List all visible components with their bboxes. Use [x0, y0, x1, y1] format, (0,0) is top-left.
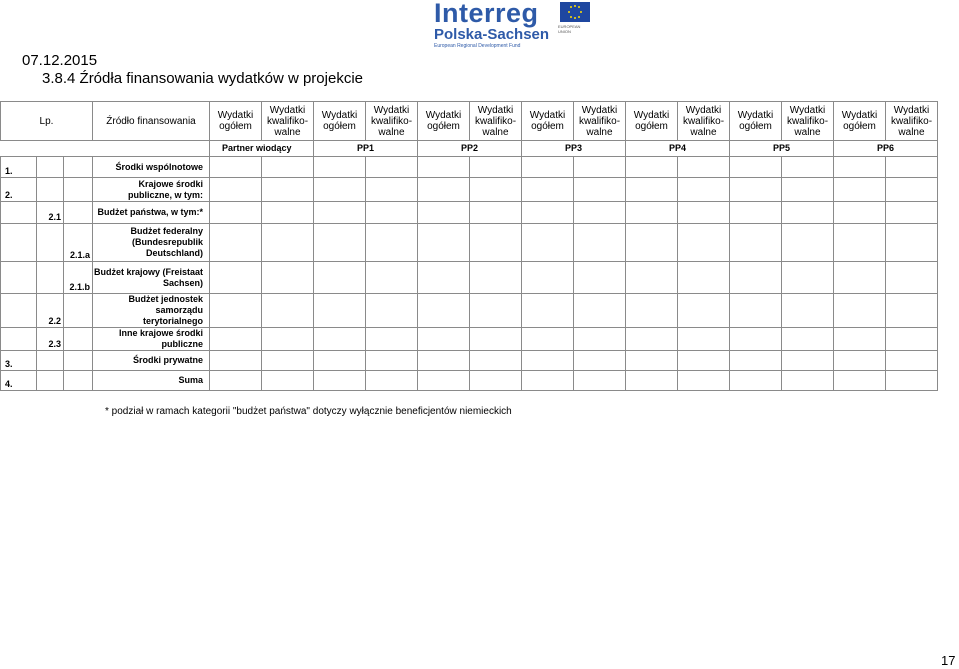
- amount-cell[interactable]: [210, 351, 262, 371]
- row-label: Budżet federalny (Bundesrepublik Deutschland): [93, 224, 210, 262]
- amount-cell[interactable]: [886, 224, 938, 262]
- amount-cell[interactable]: [574, 202, 626, 224]
- amount-cell[interactable]: [366, 224, 418, 262]
- row-subsubnumber: [64, 328, 93, 351]
- source-header: Źródło finansowania: [93, 102, 210, 141]
- amount-cell[interactable]: [574, 157, 626, 178]
- amount-cell[interactable]: [314, 202, 366, 224]
- amount-cell[interactable]: [366, 262, 418, 294]
- row-subnumber: [37, 224, 64, 262]
- amount-cell[interactable]: [522, 202, 574, 224]
- amount-cell[interactable]: [210, 294, 262, 328]
- amount-cell[interactable]: [470, 262, 522, 294]
- col-eligible: Wydatki kwalifiko-walne: [262, 102, 314, 141]
- row-label: Inne krajowe środki publiczne: [93, 328, 210, 351]
- lp-header: Lp.: [1, 102, 93, 141]
- amount-cell[interactable]: [262, 178, 314, 202]
- amount-cell[interactable]: [366, 328, 418, 351]
- amount-cell[interactable]: [626, 294, 678, 328]
- row-subsubnumber: [64, 371, 93, 391]
- amount-cell[interactable]: [522, 157, 574, 178]
- amount-cell[interactable]: [626, 351, 678, 371]
- amount-cell[interactable]: [678, 328, 730, 351]
- amount-cell[interactable]: [418, 328, 470, 351]
- amount-cell[interactable]: [314, 371, 366, 391]
- amount-cell[interactable]: [418, 262, 470, 294]
- row-label: Środki wspólnotowe: [93, 157, 210, 178]
- amount-cell[interactable]: [522, 262, 574, 294]
- amount-cell[interactable]: [678, 294, 730, 328]
- amount-cell[interactable]: [366, 157, 418, 178]
- row-subnumber: [37, 351, 64, 371]
- amount-cell[interactable]: [730, 224, 782, 262]
- row-subsubnumber: [64, 351, 93, 371]
- amount-cell[interactable]: [782, 202, 834, 224]
- amount-cell[interactable]: [574, 262, 626, 294]
- amount-cell[interactable]: [886, 157, 938, 178]
- table-row: [1, 294, 938, 328]
- amount-cell[interactable]: [834, 157, 886, 178]
- partner-pp6: PP6: [834, 141, 938, 157]
- amount-cell[interactable]: [886, 202, 938, 224]
- amount-cell[interactable]: [834, 351, 886, 371]
- amount-cell[interactable]: [782, 294, 834, 328]
- amount-cell[interactable]: [262, 351, 314, 371]
- amount-cell[interactable]: [574, 351, 626, 371]
- amount-cell[interactable]: [262, 328, 314, 351]
- amount-cell[interactable]: [366, 371, 418, 391]
- amount-cell[interactable]: [730, 294, 782, 328]
- amount-cell[interactable]: [678, 351, 730, 371]
- row-subsubnumber: 2.1.b: [64, 262, 93, 294]
- amount-cell[interactable]: [470, 224, 522, 262]
- amount-cell[interactable]: [730, 202, 782, 224]
- eu-flag-icon: [560, 2, 590, 22]
- amount-cell[interactable]: [210, 371, 262, 391]
- table-row: [1, 351, 938, 371]
- amount-cell[interactable]: [418, 294, 470, 328]
- row-subsubnumber: [64, 202, 93, 224]
- amount-cell[interactable]: [522, 328, 574, 351]
- amount-cell[interactable]: [574, 294, 626, 328]
- amount-cell[interactable]: [522, 294, 574, 328]
- table-row: [1, 371, 938, 391]
- partner-pp1: PP1: [314, 141, 418, 157]
- amount-cell[interactable]: [314, 262, 366, 294]
- amount-cell[interactable]: [574, 371, 626, 391]
- partner-lead: Partner wiodący: [210, 141, 314, 157]
- amount-cell[interactable]: [626, 202, 678, 224]
- amount-cell[interactable]: [834, 328, 886, 351]
- table-row: [1, 224, 938, 262]
- section-title: 3.8.4 Źródła finansowania wydatków w projekcie: [42, 70, 363, 87]
- amount-cell[interactable]: [418, 351, 470, 371]
- amount-cell[interactable]: [886, 351, 938, 371]
- amount-cell[interactable]: [262, 202, 314, 224]
- amount-cell[interactable]: [834, 202, 886, 224]
- amount-cell[interactable]: [314, 328, 366, 351]
- row-label: Budżet jednostek samorządu terytorialnego: [93, 294, 210, 328]
- amount-cell[interactable]: [782, 178, 834, 202]
- amount-cell[interactable]: [730, 351, 782, 371]
- amount-cell[interactable]: [470, 178, 522, 202]
- row-subnumber: [37, 178, 64, 202]
- logo-subtitle: Polska-Sachsen: [434, 26, 550, 43]
- amount-cell[interactable]: [782, 262, 834, 294]
- amount-cell[interactable]: [626, 157, 678, 178]
- amount-cell[interactable]: [522, 178, 574, 202]
- page-number: 17: [941, 653, 956, 668]
- amount-cell[interactable]: [262, 262, 314, 294]
- amount-cell[interactable]: [626, 178, 678, 202]
- amount-cell[interactable]: [366, 178, 418, 202]
- col-eligible: Wydatki kwalifiko-walne: [678, 102, 730, 141]
- amount-cell[interactable]: [678, 157, 730, 178]
- amount-cell[interactable]: [574, 224, 626, 262]
- table-row: [1, 157, 938, 178]
- row-subnumber: [37, 157, 64, 178]
- footnote: * podział w ramach kategorii "budżet państwa" dotyczy wyłącznie beneficjentów niemieckich: [105, 406, 512, 417]
- partner-pp5: PP5: [730, 141, 834, 157]
- amount-cell[interactable]: [834, 178, 886, 202]
- row-label: Krajowe środki publiczne, w tym:: [93, 178, 210, 202]
- amount-cell[interactable]: [678, 202, 730, 224]
- amount-cell[interactable]: [418, 371, 470, 391]
- amount-cell[interactable]: [730, 328, 782, 351]
- amount-cell[interactable]: [834, 262, 886, 294]
- amount-cell[interactable]: [834, 371, 886, 391]
- table-row: [1, 178, 938, 202]
- amount-cell[interactable]: [418, 202, 470, 224]
- row-subnumber: [37, 262, 64, 294]
- col-total: Wydatki ogółem: [730, 102, 782, 141]
- amount-cell[interactable]: [730, 178, 782, 202]
- amount-cell[interactable]: [678, 262, 730, 294]
- amount-cell[interactable]: [262, 371, 314, 391]
- amount-cell[interactable]: [314, 157, 366, 178]
- amount-cell[interactable]: [262, 224, 314, 262]
- document-date: 07.12.2015: [22, 52, 98, 69]
- table-row: [1, 328, 938, 351]
- amount-cell[interactable]: [834, 294, 886, 328]
- amount-cell[interactable]: [678, 224, 730, 262]
- row-number: 1.: [1, 157, 37, 178]
- amount-cell[interactable]: [886, 328, 938, 351]
- col-eligible: Wydatki kwalifiko-walne: [886, 102, 938, 141]
- amount-cell[interactable]: [626, 262, 678, 294]
- row-number: [1, 294, 37, 328]
- amount-cell[interactable]: [366, 351, 418, 371]
- col-total: Wydatki ogółem: [834, 102, 886, 141]
- amount-cell[interactable]: [522, 224, 574, 262]
- amount-cell[interactable]: [678, 178, 730, 202]
- table-row: [1, 262, 938, 294]
- row-subsubnumber: [64, 178, 93, 202]
- amount-cell[interactable]: [522, 371, 574, 391]
- amount-cell[interactable]: [574, 178, 626, 202]
- row-label: Suma: [93, 371, 210, 391]
- row-subnumber: 2.3: [37, 328, 64, 351]
- row-subsubnumber: [64, 294, 93, 328]
- col-total: Wydatki ogółem: [210, 102, 262, 141]
- amount-cell[interactable]: [418, 178, 470, 202]
- amount-cell[interactable]: [470, 202, 522, 224]
- row-number: 3.: [1, 351, 37, 371]
- amount-cell[interactable]: [210, 157, 262, 178]
- partner-pp2: PP2: [418, 141, 522, 157]
- amount-cell[interactable]: [470, 157, 522, 178]
- amount-cell[interactable]: [626, 328, 678, 351]
- amount-cell[interactable]: [366, 294, 418, 328]
- financing-table: [0, 101, 938, 391]
- col-total: Wydatki ogółem: [522, 102, 574, 141]
- amount-cell[interactable]: [210, 202, 262, 224]
- eu-label: EUROPEAN UNION: [558, 24, 581, 34]
- amount-cell[interactable]: [470, 328, 522, 351]
- amount-cell[interactable]: [210, 178, 262, 202]
- amount-cell[interactable]: [574, 328, 626, 351]
- col-total: Wydatki ogółem: [626, 102, 678, 141]
- amount-cell[interactable]: [262, 294, 314, 328]
- amount-cell[interactable]: [730, 157, 782, 178]
- amount-cell[interactable]: [314, 294, 366, 328]
- row-number: [1, 328, 37, 351]
- col-eligible: Wydatki kwalifiko-walne: [470, 102, 522, 141]
- row-label: Środki prywatne: [93, 351, 210, 371]
- amount-cell[interactable]: [210, 262, 262, 294]
- row-subsubnumber: [64, 157, 93, 178]
- amount-cell[interactable]: [470, 351, 522, 371]
- amount-cell[interactable]: [522, 351, 574, 371]
- row-label: Budżet krajowy (Freistaat Sachsen): [93, 262, 210, 294]
- amount-cell[interactable]: [782, 157, 834, 178]
- col-eligible: Wydatki kwalifiko-walne: [782, 102, 834, 141]
- amount-cell[interactable]: [418, 224, 470, 262]
- row-number: 2.: [1, 178, 37, 202]
- col-total: Wydatki ogółem: [314, 102, 366, 141]
- amount-cell[interactable]: [418, 157, 470, 178]
- row-subnumber: 2.2: [37, 294, 64, 328]
- row-subsubnumber: 2.1.a: [64, 224, 93, 262]
- col-eligible: Wydatki kwalifiko-walne: [574, 102, 626, 141]
- row-number: [1, 262, 37, 294]
- amount-cell[interactable]: [886, 371, 938, 391]
- amount-cell[interactable]: [886, 294, 938, 328]
- amount-cell[interactable]: [314, 351, 366, 371]
- col-eligible: Wydatki kwalifiko-walne: [366, 102, 418, 141]
- logo-word: Interreg: [434, 0, 539, 28]
- amount-cell[interactable]: [730, 262, 782, 294]
- amount-cell[interactable]: [886, 262, 938, 294]
- amount-cell[interactable]: [470, 371, 522, 391]
- logo-fund-text: European Regional Development Fund: [434, 43, 521, 49]
- amount-cell[interactable]: [782, 371, 834, 391]
- amount-cell[interactable]: [626, 371, 678, 391]
- row-subnumber: [37, 371, 64, 391]
- amount-cell[interactable]: [730, 371, 782, 391]
- amount-cell[interactable]: [366, 202, 418, 224]
- row-label: Budżet państwa, w tym:*: [93, 202, 210, 224]
- amount-cell[interactable]: [314, 178, 366, 202]
- amount-cell[interactable]: [678, 371, 730, 391]
- partner-pp3: PP3: [522, 141, 626, 157]
- amount-cell[interactable]: [782, 328, 834, 351]
- amount-cell[interactable]: [262, 157, 314, 178]
- col-total: Wydatki ogółem: [418, 102, 470, 141]
- amount-cell[interactable]: [782, 351, 834, 371]
- row-number: [1, 224, 37, 262]
- amount-cell[interactable]: [782, 224, 834, 262]
- partner-pp4: PP4: [626, 141, 730, 157]
- table-row: [1, 202, 938, 224]
- amount-cell[interactable]: [886, 178, 938, 202]
- row-number: 4.: [1, 371, 37, 391]
- amount-cell[interactable]: [470, 294, 522, 328]
- row-number: [1, 202, 37, 224]
- amount-cell[interactable]: [834, 224, 886, 262]
- amount-cell[interactable]: [626, 224, 678, 262]
- interreg-logo: [432, 0, 592, 50]
- amount-cell[interactable]: [314, 224, 366, 262]
- amount-cell[interactable]: [210, 224, 262, 262]
- amount-cell[interactable]: [210, 328, 262, 351]
- row-subnumber: 2.1: [37, 202, 64, 224]
